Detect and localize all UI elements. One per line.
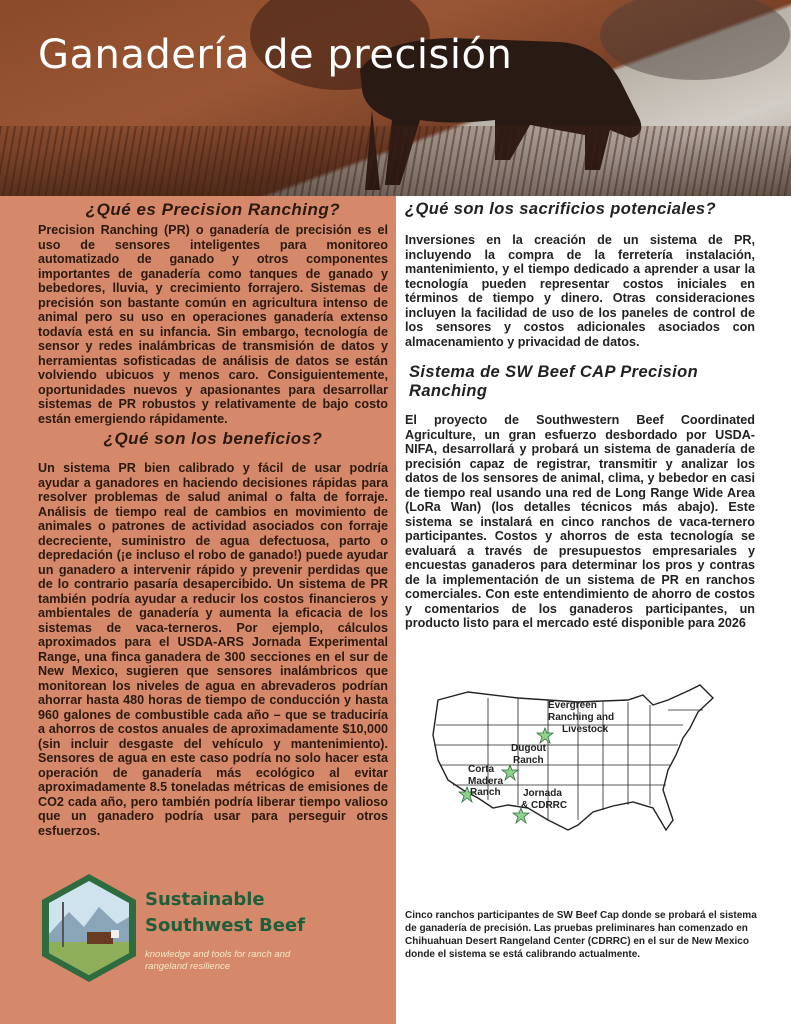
grass-field	[0, 126, 791, 196]
star-icon	[537, 728, 553, 743]
map-label-evergreen-2: Ranching and	[548, 712, 615, 723]
map-label-corta-3: Ranch	[470, 787, 501, 798]
map-label-corta-2: Madera	[468, 776, 504, 787]
ranch-markers	[428, 680, 728, 840]
left-column-content	[38, 196, 388, 838]
section-body-tradeoffs: Inversiones en la creación de un sistema de PR, incluyendo la compra de la ferretería instalación, mantenimiento, y el tiempo dedicado a aprender a usar la tecnología pueden representar costos iniciales en términos de tiempo y dinero. Otras consideraciones incluyen la facilidad de uso de los paneles de control de los sensores y costos adicionales asociados con almacenamiento y privacidad de datos.	[405, 233, 755, 349]
page-title: Ganadería de precisión	[38, 32, 513, 78]
star-icon	[502, 765, 518, 780]
map-label-evergreen-1: Evergreen	[548, 700, 597, 711]
map-label-jornada-1: Jornada	[523, 788, 562, 799]
left-column	[0, 196, 396, 1024]
right-column	[405, 200, 755, 631]
section-heading-what-is: ¿Qué es Precision Ranching?	[85, 200, 341, 219]
section-heading-system: Sistema de SW Beef CAP Precision Ranching	[409, 363, 699, 400]
section-heading-tradeoffs: ¿Qué son los sacrificios potenciales?	[405, 200, 716, 218]
section-heading-benefits: ¿Qué son los beneficios?	[103, 429, 323, 448]
section-body-benefits: Un sistema PR bien calibrado y fácil de usar podría ayudar a ganadores en haciendo decisiones rápidas para resolver problemas de salud animal o falta de forraje. Análisis de tiempo real de cambios en movimiento de animales o patrones de actividad asociados con forraje decreciente, suministro de agua defectuosa, parto o depredación (¡e incluso el robo de ganado!) puede ayudar un ganadero a intervenir rápido y prevenir perdidas que de lo contrario pasaría desapercibido. Un sistema de PR también podría ayudar a reducir los costos financieros y ambientales de ganadería y aumenta la eficacia de los sistemas de vaca-terneros. Por ejemplo, cálculos aproximados para el USDA-ARS Jornada Experimental Range, una finca ganadera de 300 secciones en el sur de New Mexico, sugieren que sensores inalámbricos que monitorean los niveles de agua en abrevaderos podrían ahorrar hasta 480 horas de tiempo de conducción y hasta 960 galones de combustible cada año – que se traduciría a ahorros de costos anuales de aproximadamente $10,000 (sin incluir desgaste del vehículo y mantenimiento). Sensores de agua en este caso podría no solo hacer esta operación de ganadería más ecológico al evitar aproximadamente 8.5 toneladas métricas de emisiones de CO2 cada año, pero también podría liberar tiempo valioso que un ganadero podría usar para perseguir otros esfuerzos.	[38, 461, 388, 838]
logo-tagline: knowledge and tools for ranch and rangeland resilience	[145, 949, 291, 972]
map-label-corta-1: Corta	[468, 764, 495, 775]
section-body-what-is: Precision Ranching (PR) o ganadería de precisión es el uso de sensores inteligentes para monitoreo automatizado de ganado y otros componentes importantes de ganadería como tanques de ganado y bebedores, lluvia, y crecimiento forrajero. Sistemas de precisión son bastante común en agricultura intenso de animal pero su uso en operaciones ganadería extenso todavía está en su infancia. Sin embargo, tecnología de sensor y redes inalámbricas de transmisión de datos y herramientas sofisticadas de análisis de datos se están volviendo ubicuos y menos caro. Consiguientemente, oportunidades nuevos y apasionantes para desarrollar sistemas de PR robustos y relativamente de bajo costo están emergiendo rápidamente.	[38, 223, 388, 426]
map-label-dugout-2: Ranch	[513, 755, 544, 766]
sustainable-southwest-beef-logo	[39, 872, 139, 984]
logo-line1: Sustainable	[145, 889, 265, 910]
map-caption-box	[405, 909, 757, 961]
map-label-evergreen-3: Livestock	[562, 724, 609, 735]
section-body-system: El proyecto de Southwestern Beef Coordinated Agriculture, un gran esfuerzo desbordado por USDA-NIFA, desarrollará y probará un sistema de ganadería de precisión capaz de registrar, transmitir y analizar los datos de los sensores de animal, clima, y bebedor en casi de tiempo real usando una red de Long Range Wide Area (LoRa Wan) (los detalles técnicos más abajo). Este sistema se instalará en cinco ranchos de vaca-ternero participantes. Costos y ahorros de esta tecnología se evaluará a través de presupuestos empresariales y encuestas ganaderos para determinar los pros y contras de la implementación de un sistema de PR en ranchos comerciales. Con este entendimiento de ahorro de costos y comentarios de los ganaderos participantes, un producto listo para el mercado esté disponible para 2026	[405, 413, 755, 630]
header-banner	[0, 0, 791, 196]
map-label-dugout-1: Dugout	[511, 743, 546, 754]
map-label-jornada-2: & CDRRC	[521, 800, 568, 811]
map-caption: Cinco ranchos participantes de SW Beef Cap donde se probará el sistema de ganadería de precisión. Las pruebas preliminares han comenzado en Chihuahuan Desert Rangeland Center (CDRRC) en el sur de New Mexico donde el sistema se está calibrando actualmente.	[405, 910, 757, 960]
logo-line2: Southwest Beef	[145, 915, 305, 936]
